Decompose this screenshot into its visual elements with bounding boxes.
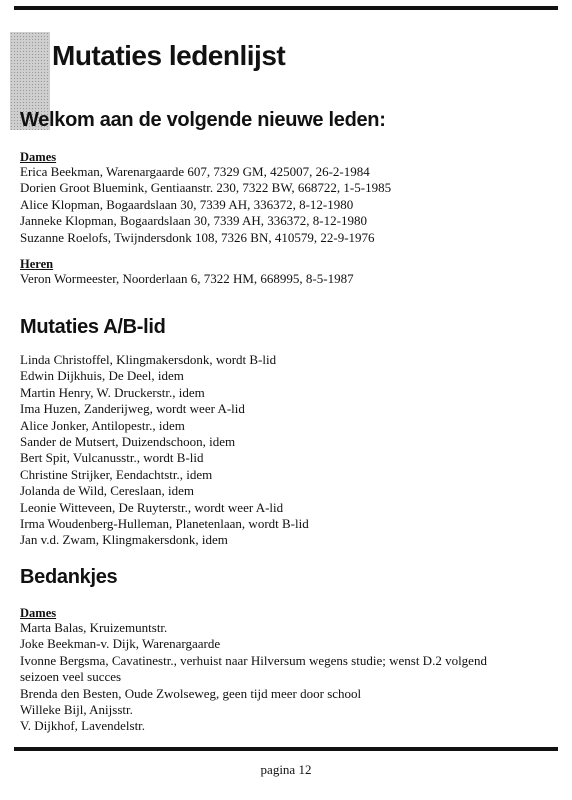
- list-item: Christine Strijker, Eendachtstr., idem: [20, 466, 213, 482]
- list-item: Suzanne Roelofs, Twijndersdonk 108, 7326 BN, 410579, 22-9-1976: [20, 229, 375, 245]
- gentlemen-subheading: Heren: [20, 257, 54, 271]
- list-item: Erica Beekman, Warenargaarde 607, 7329 GM, 425007, 26-2-1984: [20, 164, 370, 179]
- list-item: Leonie Witteveen, De Ruyterstr., wordt weer A-lid: [20, 499, 284, 515]
- list-item: Willeke Bijl, Anijsstr.: [20, 702, 133, 718]
- page-number: pagina 12: [260, 762, 312, 777]
- list-item: Linda Christoffel, Klingmakersdonk, wordt B-lid: [20, 352, 277, 367]
- list-item: Veron Wormeester, Noorderlaan 6, 7322 HM, 668995, 8-5-1987: [20, 271, 354, 286]
- mutations-list: [20, 352, 560, 549]
- list-item: Alice Klopman, Bogaardslaan 30, 7339 AH, 336372, 8-12-1980: [20, 196, 354, 212]
- bottom-rule: [14, 747, 558, 751]
- thanks-list: [20, 606, 560, 735]
- ladies-subheading: Dames: [20, 150, 57, 164]
- welcome-heading: Welkom aan de volgende nieuwe leden:: [20, 109, 386, 131]
- list-item: Ivonne Bergsma, Cavatinestr., verhuist naar Hilversum wegens studie; wenst D.2 volgend seizoen veel succes: [20, 652, 487, 685]
- list-item: Martin Henry, W. Druckerstr., idem: [20, 384, 205, 400]
- list-item: Marta Balas, Kruizemuntstr.: [20, 620, 168, 635]
- page-title: Mutaties ledenlijst: [52, 40, 286, 71]
- list-item: Joke Beekman-v. Dijk, Warenargaarde: [20, 636, 221, 652]
- new-members-gentlemen-section: [20, 257, 560, 287]
- list-item: Ima Huzen, Zanderijweg, wordt weer A-lid: [20, 401, 245, 417]
- list-item: Jan v.d. Zwam, Klingmakersdonk, idem: [20, 532, 228, 548]
- list-item: Irma Woudenberg-Hulleman, Planetenlaan, wordt B-lid: [20, 516, 309, 532]
- ladies-subheading: Dames: [20, 606, 57, 620]
- new-members-ladies-section: [20, 150, 560, 246]
- list-item: Edwin Dijkhuis, De Deel, idem: [20, 368, 184, 384]
- mutations-heading: Mutaties A/B-lid: [20, 316, 166, 338]
- list-item: Jolanda de Wild, Cereslaan, idem: [20, 483, 194, 499]
- list-item: Bert Spit, Vulcanusstr., wordt B-lid: [20, 450, 204, 466]
- list-item: Dorien Groot Bluemink, Gentiaanstr. 230, 7322 BW, 668722, 1-5-1985: [20, 180, 392, 196]
- list-item: Alice Jonker, Antilopestr., idem: [20, 417, 185, 433]
- list-item: Brenda den Besten, Oude Zwolseweg, geen tijd meer door school: [20, 685, 362, 701]
- list-item: Sander de Mutsert, Duizendschoon, idem: [20, 434, 236, 450]
- thanks-heading: Bedankjes: [20, 566, 118, 588]
- top-rule: [14, 6, 558, 10]
- list-item: V. Dijkhof, Lavendelstr.: [20, 718, 146, 734]
- list-item: Janneke Klopman, Bogaardslaan 30, 7339 AH, 336372, 8-12-1980: [20, 213, 367, 229]
